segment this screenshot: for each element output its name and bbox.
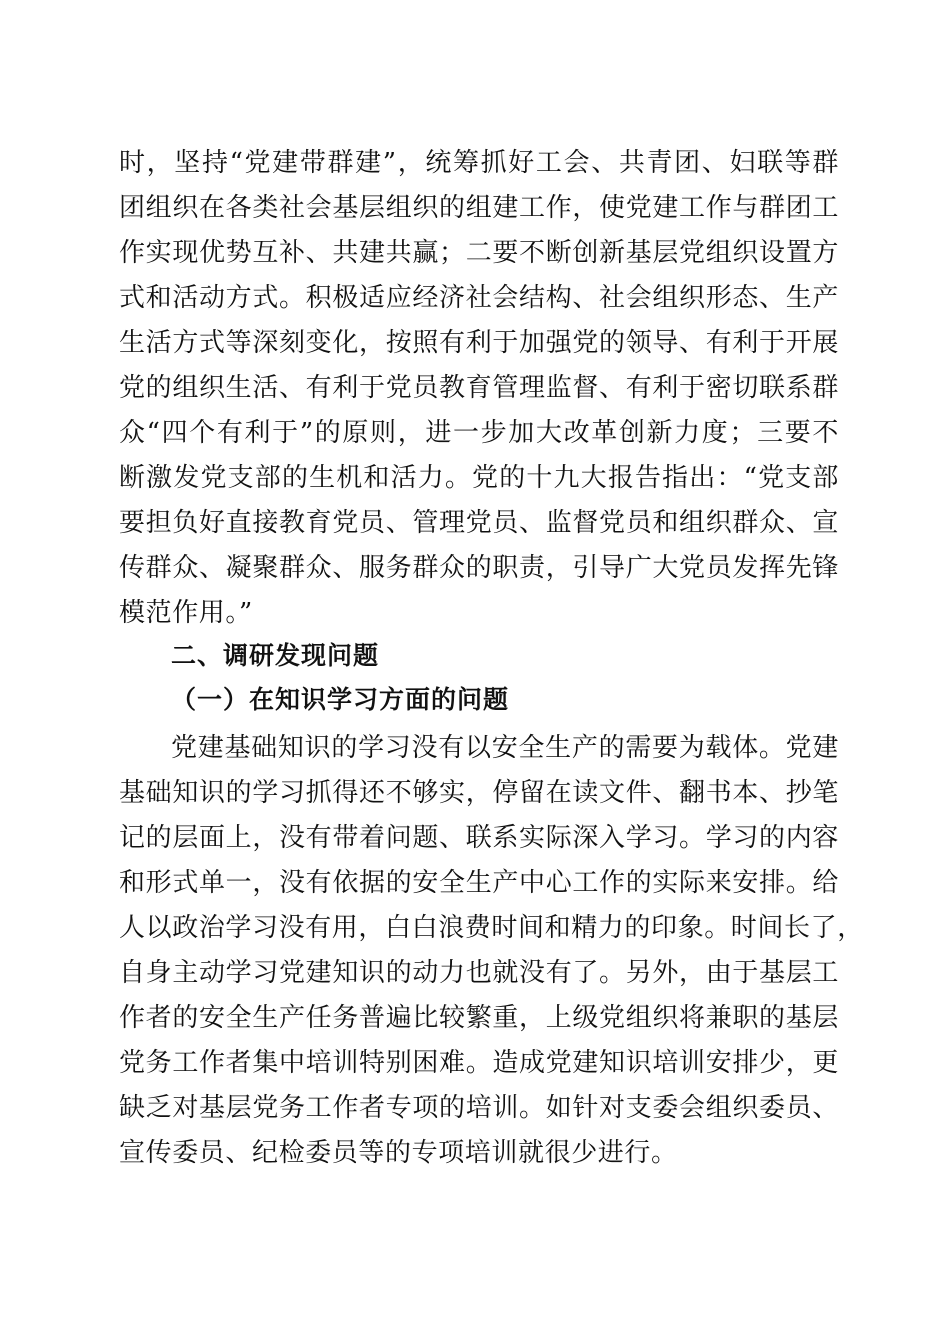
paragraph-line: 生活方式等深刻变化，按照有利于加强党的领导、有利于开展 — [119, 328, 839, 358]
paragraph-line: 和形式单一，没有依据的安全生产中心工作的实际来安排。给 — [119, 868, 839, 898]
paragraph-line: 要担负好直接教育党员、管理党员、监督党员和组织群众、宣 — [119, 508, 839, 538]
paragraph-line: 众“四个有利于”的原则，进一步加大改革创新力度；三要不 — [119, 418, 839, 448]
paragraph-line: 作实现优势互补、共建共赢；二要不断创新基层党组织设置方 — [119, 238, 839, 268]
subsection-heading: （一）在知识学习方面的问题 — [171, 685, 510, 714]
paragraph-line: 记的层面上，没有带着问题、联系实际深入学习。学习的内容 — [119, 823, 839, 853]
paragraph-line: 党的组织生活、有利于党员教育管理监督、有利于密切联系群 — [119, 373, 839, 403]
paragraph-line: 式和活动方式。积极适应经济社会结构、社会组织形态、生产 — [119, 283, 839, 313]
paragraph-line: 宣传委员、纪检委员等的专项培训就很少进行。 — [119, 1138, 678, 1168]
paragraph-line: 人以政治学习没有用，白白浪费时间和精力的印象。时间长了， — [119, 913, 864, 943]
paragraph-line: 基础知识的学习抓得还不够实，停留在读文件、翻书本、抄笔 — [119, 778, 839, 808]
paragraph-line: 模范作用。” — [119, 598, 253, 628]
paragraph-line: 时，坚持“党建带群建”，统筹抓好工会、共青团、妇联等群 — [119, 148, 839, 178]
paragraph-line: 团组织在各类社会基层组织的组建工作，使党建工作与群团工 — [119, 193, 839, 223]
paragraph-line: 党建基础知识的学习没有以安全生产的需要为载体。党建 — [171, 733, 839, 763]
paragraph-line: 断激发党支部的生机和活力。党的十九大报告指出：“党支部 — [119, 463, 839, 493]
section-heading: 二、调研发现问题 — [171, 641, 380, 670]
paragraph-line: 传群众、凝聚群众、服务群众的职责，引导广大党员发挥先锋 — [119, 553, 839, 583]
paragraph-line: 党务工作者集中培训特别困难。造成党建知识培训安排少，更 — [119, 1048, 839, 1078]
paragraph-line: 缺乏对基层党务工作者专项的培训。如针对支委会组织委员、 — [119, 1093, 839, 1123]
paragraph-line: 自身主动学习党建知识的动力也就没有了。另外，由于基层工 — [119, 958, 839, 988]
paragraph-line: 作者的安全生产任务普遍比较繁重，上级党组织将兼职的基层 — [119, 1003, 839, 1033]
